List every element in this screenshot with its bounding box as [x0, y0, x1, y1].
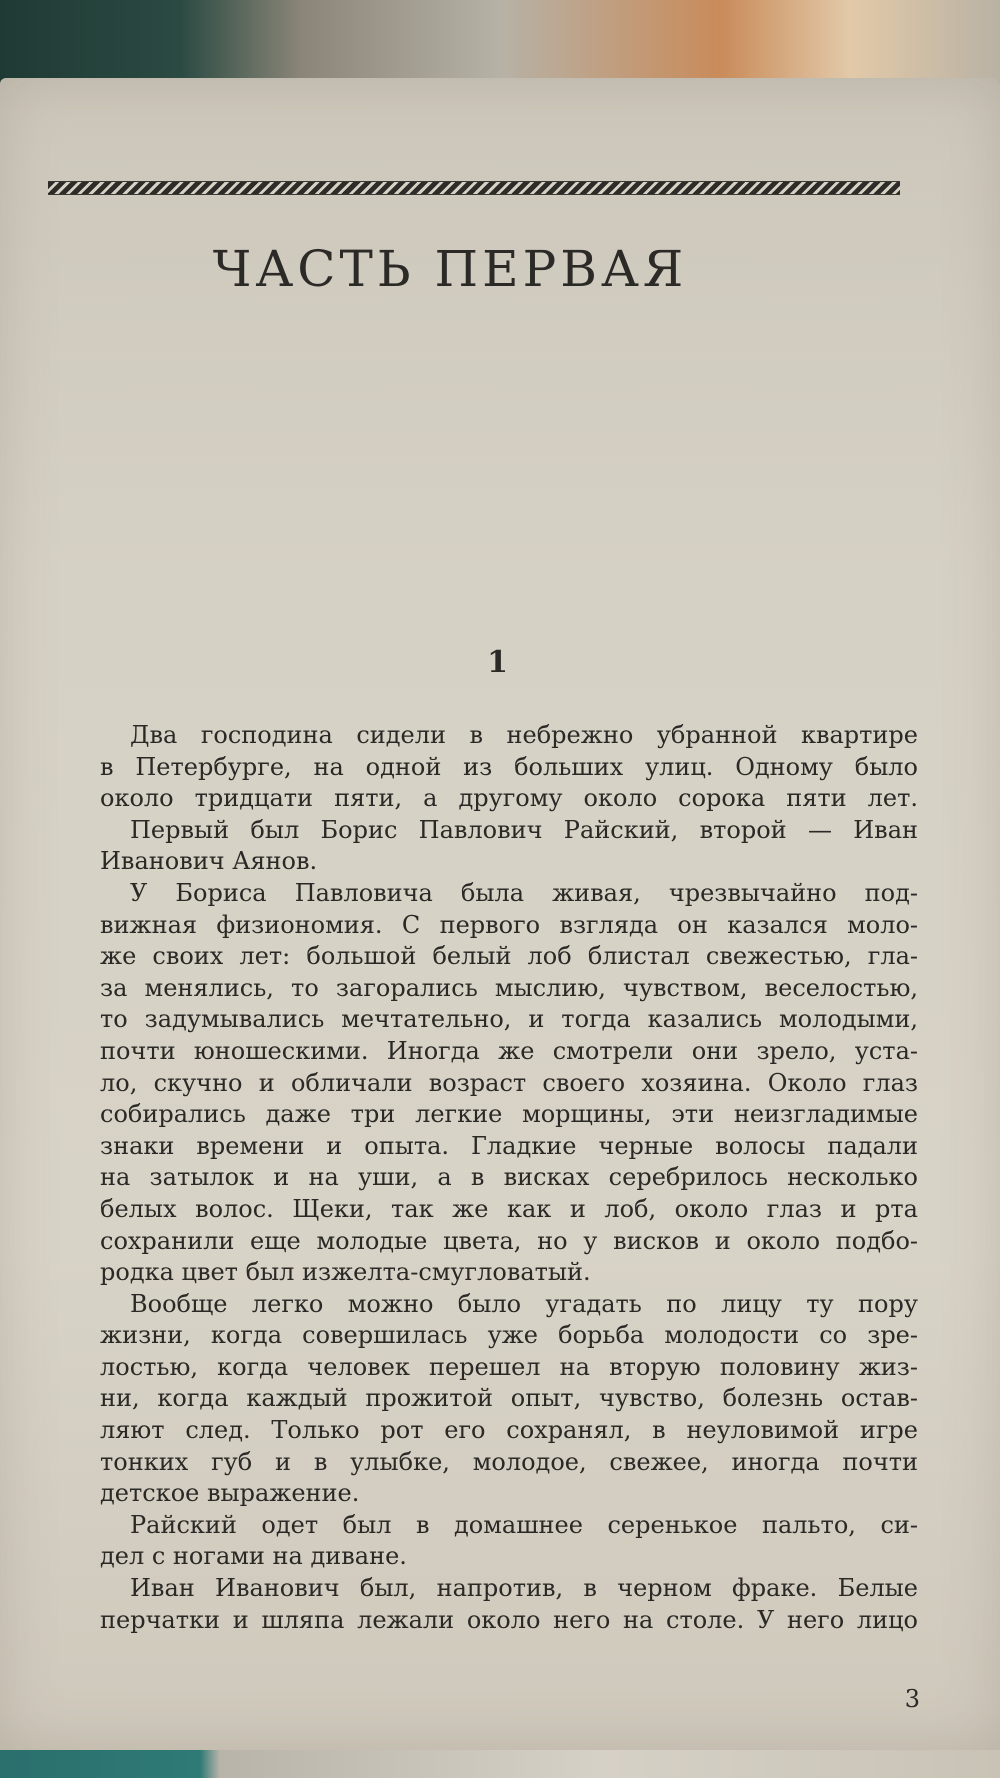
text-line: на затылок и на уши, а в висках серебрилось несколько: [100, 1163, 918, 1192]
text-line: то задумывались мечтательно, и тогда казались молодыми,: [100, 1005, 918, 1034]
text-line: перчатки и шляпа лежали около него на столе. У него лицо: [100, 1605, 918, 1634]
text-line: ло, скучно и обличали возраст своего хозяина. Около глаз: [100, 1068, 918, 1097]
text-line: вижная физиономия. С первого взгляда он казался моло-: [100, 910, 918, 939]
text-line: дел с ногами на диване.: [100, 1542, 407, 1571]
text-line: Первый был Борис Павлович Райский, второй — Иван: [130, 815, 918, 844]
text-line: знаки времени и опыта. Гладкие черные волосы падали: [100, 1131, 918, 1160]
text-line: Два господина сидели в небрежно убранной квартире: [130, 721, 918, 749]
body-text: [100, 720, 918, 1636]
text-line: Иван Иванович был, напротив, в черном фраке. Белые: [130, 1574, 918, 1603]
part-title: ЧАСТЬ ПЕРВАЯ: [212, 240, 688, 298]
text-line: тонких губ и в улыбке, молодое, свежее, иногда почти: [100, 1447, 918, 1476]
text-line: У Бориса Павловича была живая, чрезвычайно под-: [130, 878, 918, 907]
chapter-number: 1: [487, 645, 508, 680]
text-line: Иванович Аянов.: [100, 847, 318, 876]
text-line: за менялись, то загорались мыслию, чувством, веселостью,: [100, 973, 918, 1002]
text-line: в Петербурге, на одной из больших улиц. Одному было: [100, 752, 918, 781]
text-line: белых волос. Щеки, так же как и лоб, около глаз и рта: [100, 1194, 918, 1223]
text-line: детское выражение.: [100, 1479, 360, 1508]
text-line: же своих лет: большой белый лоб блистал свежестью, гла-: [100, 942, 918, 971]
text-line: около тридцати пяти, а другому около сорока пяти лет.: [100, 784, 918, 813]
text-line: ни, когда каждый прожитой опыт, чувство, болезнь остав-: [100, 1384, 918, 1413]
background-top: [0, 0, 1000, 90]
text-line: сохранили еще молодые цвета, но у висков и около подбо-: [100, 1226, 918, 1255]
text-line: родка цвет был изжелта-смугловатый.: [100, 1258, 591, 1287]
text-line: собирались даже три легкие морщины, эти неизгладимые: [100, 1100, 918, 1129]
decorative-rule: [48, 181, 900, 195]
page-number: 3: [904, 1685, 920, 1713]
text-line: почти юношескими. Иногда же смотрели они зрело, уста-: [100, 1036, 918, 1065]
text-line: Вообще легко можно было угадать по лицу ту пору: [130, 1289, 918, 1318]
text-line: ляют след. Только рот его сохранял, в неуловимой игре: [100, 1416, 918, 1445]
text-line: лостью, когда человек перешел на вторую половину жиз-: [100, 1352, 918, 1381]
text-line: жизни, когда совершилась уже борьба молодости со зре-: [100, 1321, 918, 1350]
text-line: Райский одет был в домашнее серенькое пальто, си-: [130, 1510, 918, 1539]
